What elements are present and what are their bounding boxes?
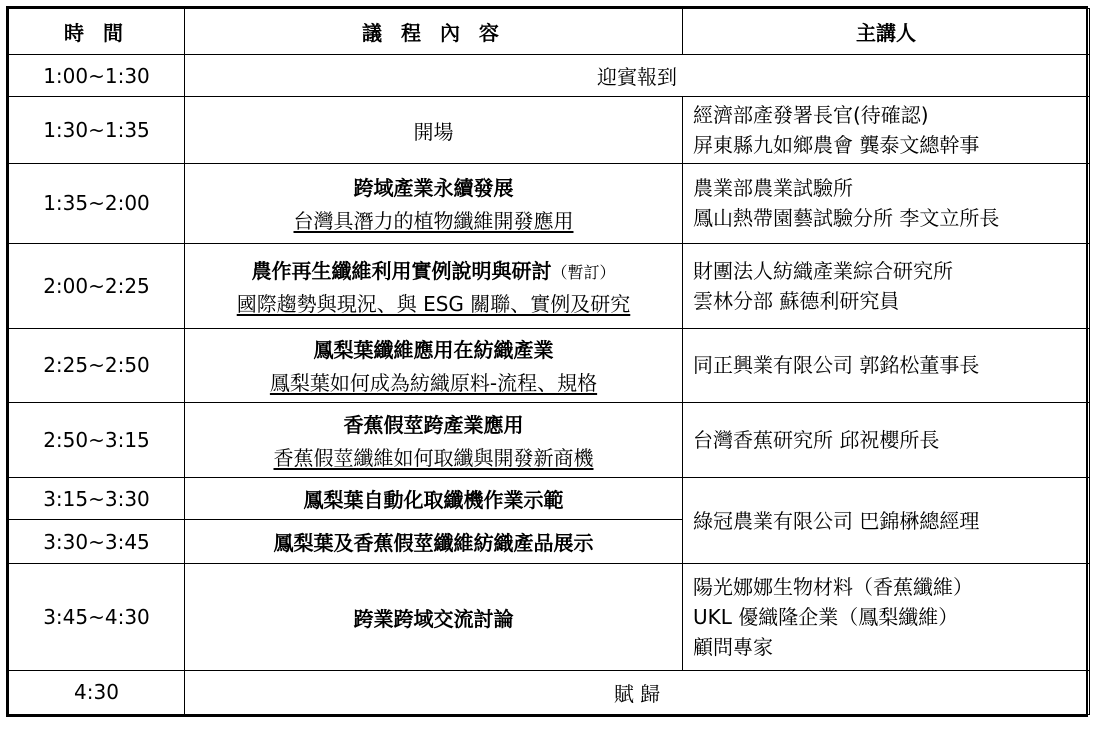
speaker-line: 同正興業有限公司 郭銘松董事長	[693, 353, 980, 378]
agenda-table-frame	[6, 6, 1088, 717]
table-row	[9, 243, 1090, 328]
speaker-line: 屏東縣九如鄉農會 龔泰文總幹事	[693, 133, 980, 157]
speaker-line: 顧問專家	[693, 635, 773, 660]
agenda-merged-cell: 賦 歸	[185, 670, 1090, 714]
speaker-line: UKL 優織隆企業（鳳梨纖維）	[693, 605, 959, 630]
time-cell: 3:15~3:30	[9, 477, 185, 519]
speaker-line: 雲林分部 蘇德利研究員	[693, 289, 900, 314]
agenda-cell: 開場	[185, 97, 683, 163]
agenda-cell	[185, 402, 683, 477]
header-speaker: 主講人	[683, 9, 1090, 55]
header-agenda: 議 程 內 容	[185, 9, 683, 55]
speaker-cell	[683, 402, 1090, 477]
table-row	[9, 97, 1090, 163]
agenda-cell	[185, 163, 683, 243]
table-row	[9, 55, 1090, 97]
table-row	[9, 564, 1090, 670]
agenda-cell: 鳳梨葉及香蕉假莖纖維紡織產品展示	[185, 520, 683, 564]
time-cell: 1:30~1:35	[9, 97, 185, 163]
speaker-line: 經濟部產發署長官(待確認)	[693, 103, 929, 127]
time-cell: 2:00~2:25	[9, 243, 185, 328]
agenda-subtitle: 香蕉假莖纖維如何取纖與開發新商機	[273, 445, 594, 470]
agenda-cell: 跨業跨域交流討論	[185, 564, 683, 670]
time-cell: 1:00~1:30	[9, 55, 185, 97]
time-cell: 3:30~3:45	[9, 520, 185, 564]
table-row	[9, 477, 1090, 519]
agenda-title-wrap	[185, 255, 682, 284]
agenda-title: 香蕉假莖跨產業應用	[343, 412, 524, 437]
time-cell: 3:45~4:30	[9, 564, 185, 670]
speaker-line: 陽光娜娜生物材料（香蕉纖維）	[693, 575, 973, 600]
agenda-title: 農作再生纖維利用實例說明與研討	[251, 259, 552, 284]
speaker-line: 鳳山熱帶園藝試驗分所 李文立所長	[693, 206, 1000, 231]
agenda-cell	[185, 243, 683, 328]
table-row	[9, 163, 1090, 243]
time-cell: 2:25~2:50	[9, 329, 185, 402]
speaker-cell	[683, 329, 1090, 402]
speaker-line: 農業部農業試驗所	[693, 176, 853, 201]
agenda-subtitle: 國際趨勢與現況、與 ESG 關聯、實例及研究	[236, 292, 631, 317]
agenda-subtitle: 鳳梨葉如何成為紡織原料-流程、規格	[269, 371, 598, 396]
agenda-table	[8, 8, 1090, 715]
agenda-cell	[185, 329, 683, 402]
speaker-cell	[683, 97, 1090, 163]
speaker-cell	[683, 477, 1090, 563]
agenda-title: 跨域產業永續發展	[353, 176, 514, 201]
table-row	[9, 402, 1090, 477]
speaker-cell	[683, 163, 1090, 243]
speaker-cell	[683, 564, 1090, 670]
time-cell: 2:50~3:15	[9, 402, 185, 477]
agenda-title: 鳳梨葉纖維應用在紡織產業	[313, 338, 554, 363]
agenda-note: （暫訂）	[551, 263, 616, 283]
agenda-cell: 鳳梨葉自動化取纖機作業示範	[185, 477, 683, 519]
speaker-cell	[683, 243, 1090, 328]
time-cell: 1:35~2:00	[9, 163, 185, 243]
table-row	[9, 329, 1090, 402]
header-row	[9, 9, 1090, 55]
speaker-line: 綠冠農業有限公司 巴錦楙總經理	[693, 508, 980, 533]
speaker-line: 財團法人紡織產業綜合研究所	[693, 259, 953, 284]
speaker-line: 台灣香蕉研究所 邱祝櫻所長	[693, 427, 940, 452]
time-cell: 4:30	[9, 670, 185, 714]
agenda-merged-cell: 迎賓報到	[185, 55, 1090, 97]
agenda-subtitle: 台灣具潛力的植物纖維開發應用	[293, 209, 574, 234]
header-time: 時 間	[9, 9, 185, 55]
table-row	[9, 670, 1090, 714]
